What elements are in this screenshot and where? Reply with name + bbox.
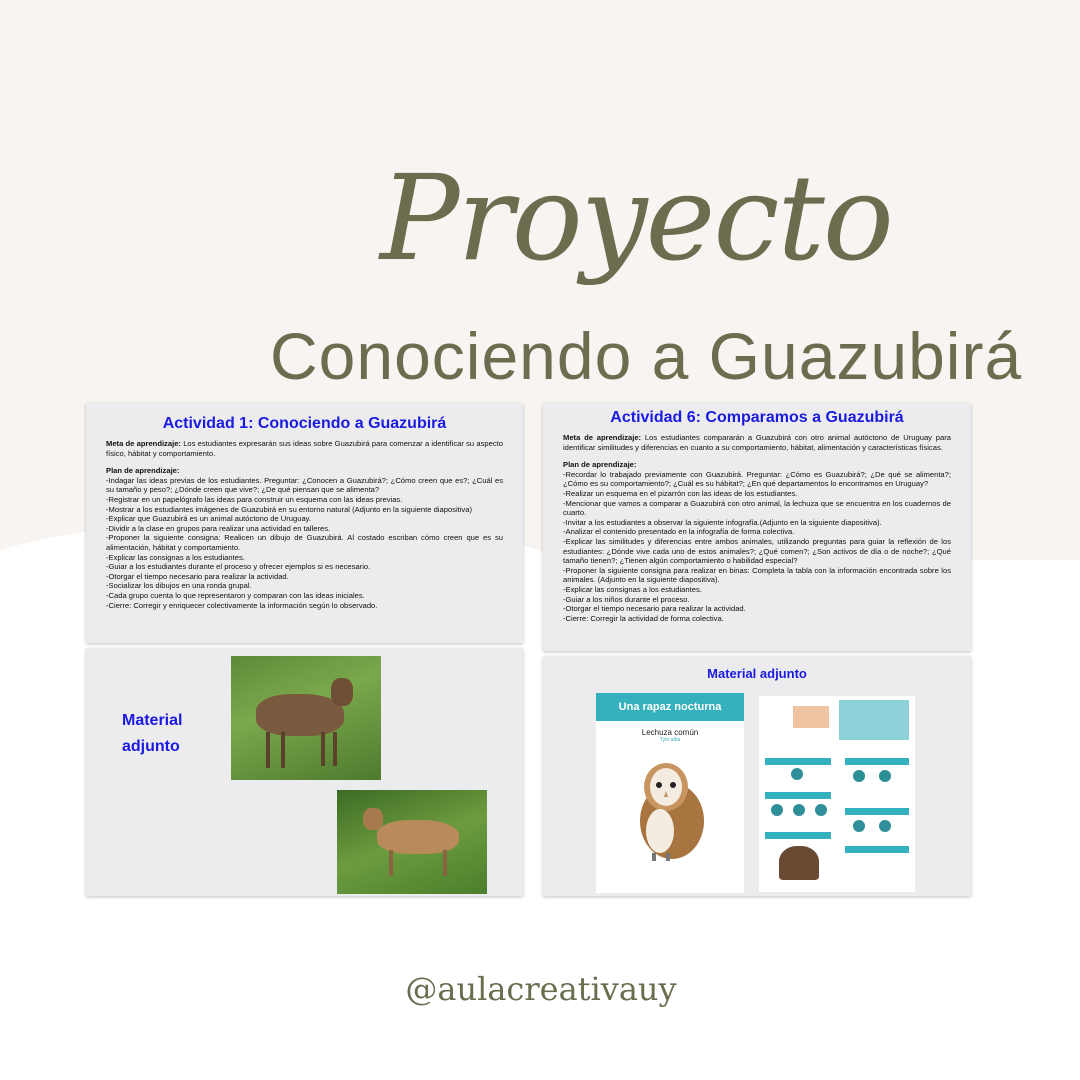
plan-item: -Indagar las ideas previas de los estudiantes. Preguntar: ¿Conocen a Guazubirá?; ¿Cómo creen que es?; ¿Cuál es su tamaño y peso?; ¿Dónde creen que vive?; ¿De qué piensan que se alimenta? — [106, 475, 503, 495]
plan-item: -Otorgar el tiempo necesario para realizar la actividad. — [106, 571, 289, 581]
infographic-latin: Tyto alba — [659, 737, 681, 743]
slide-1-title: Actividad 1: Conociendo a Guazubirá — [162, 415, 447, 432]
script-title: Proyecto — [380, 149, 892, 287]
owl-icon — [626, 753, 714, 863]
owl-infographic-detail — [759, 696, 915, 892]
plan-item: -Invitar a los estudiantes a observar la siguiente infografía.(Adjunto en la siguiente diapositiva). — [563, 517, 882, 527]
plan-item: -Dividir a la clase en grupos para realizar una actividad en talleres. — [106, 523, 331, 533]
slide-activity-1 — [86, 403, 523, 643]
slide-material-photos — [86, 648, 523, 896]
slide-2-plan-label: Plan de aprendizaje: — [563, 460, 637, 470]
guazubira-photo-2 — [337, 790, 487, 894]
infographic-title: Una rapaz nocturna — [596, 693, 744, 721]
plan-item: -Explicar las similitudes y diferencias entre ambos animales, utilizando preguntas para guiar la reflexión de los estudiantes: ¿Dónde vive cada uno de estos animales?; ¿Qué comen?; ¿Son activos de día o de noche?; ¿Qué tamaño tienen?; ¿Tienen algún comportamiento o habilidad especial? — [563, 536, 951, 566]
slide-2-meta-text: Los estudiantes compararán a Guazubirá con otro animal autóctono de Uruguay para identificar similitudes y diferencias en cuanto a su comportamiento, hábitat, alimentación y características físicas. — [563, 433, 951, 452]
slide-material-infographic — [543, 656, 971, 896]
material-label: Material adjunto — [122, 712, 183, 755]
plan-item: -Cada grupo cuenta lo que representaron y comparan con las ideas iniciales. — [106, 590, 365, 600]
slide-2-meta — [563, 433, 951, 452]
social-handle: @aulacreativauy — [405, 970, 677, 1008]
infographic-subtitle: Lechuza común — [641, 728, 699, 737]
owl-infographic — [596, 693, 744, 893]
plan-item: -Proponer la siguiente consigna para realizar en binas: Completa la tabla con la información encontrada sobre los animales. (Adjunto en la siguiente diapositiva). — [563, 565, 951, 585]
plan-item: -Realizar un esquema en el pizarrón con las ideas de los estudiantes. — [563, 488, 798, 498]
slide-1-plan — [106, 466, 503, 610]
plan-item: -Explicar las consignas a los estudiantes. — [563, 584, 702, 594]
plan-item: -Guiar a los estudiantes durante el proceso y ofrecer ejemplos si es necesario. — [106, 562, 371, 572]
plan-item: -Otorgar el tiempo necesario para realizar la actividad. — [563, 604, 746, 614]
slide-activity-6 — [543, 403, 971, 651]
plan-item: -Guiar a los niños durante el proceso. — [563, 594, 690, 604]
slide-2-title: Actividad 6: Comparamos a Guazubirá — [610, 409, 904, 426]
plan-item: -Explicar las consignas a los estudiantes. — [106, 552, 245, 562]
plan-item: -Registrar en un papelógrafo las ideas para construir un esquema con las ideas previas. — [106, 494, 403, 504]
slide-1-meta-label: Meta de aprendizaje: — [106, 439, 181, 448]
slide-1-meta — [106, 439, 503, 458]
page-title: Conociendo a Guazubirá — [270, 319, 1023, 393]
plan-item: -Proponer la siguiente consigna: Realicen un dibujo de Guazubirá. Al costado escriban cómo creen que es su alimentación, hábitat y comportamiento. — [106, 533, 503, 552]
slide-4-title: Material adjunto — [707, 666, 807, 681]
plan-item: -Recordar lo trabajado previamente con Guazubirá. Preguntar: ¿Cómo es Guazubirá?; ¿De qué se alimenta?; ¿Cómo es su comportamiento?; ¿Cuál es su hábitat?; ¿En qué departamentos lo encontramos en Uruguay? — [563, 469, 951, 489]
slide-2-plan — [563, 460, 951, 623]
guazubira-photo-1 — [231, 656, 381, 780]
slide-1-plan-label: Plan de aprendizaje: — [106, 466, 180, 476]
plan-item: -Explicar que Guazubirá es un animal autóctono de Uruguay. — [106, 514, 312, 524]
plan-item: -Cierre: Corregir y enriquecer colectivamente la información según lo observado. — [106, 600, 378, 610]
plan-item: -Mostrar a los estudiantes imágenes de Guazubirá en su entorno natural (Adjunto en la siguiente diapositiva) — [106, 504, 472, 514]
plan-item: -Socializar los dibujos en una ronda grupal. — [106, 581, 252, 591]
slide-2-meta-label: Meta de aprendizaje: — [563, 433, 642, 442]
plan-item: -Mencionar que vamos a comparar a Guazubirá con otro animal, la lechuza que se encuentra en los cuadernos de cuarto. — [563, 498, 951, 518]
plan-item: -Analizar el contenido presentado en la infografía de forma colectiva. — [563, 527, 795, 537]
slide-1-meta-text: Los estudiantes expresarán sus ideas sobre Guazubirá para comenzar a identificar su aspecto físico, hábitat y comportamiento. — [106, 439, 503, 458]
plan-item: -Cierre: Corregir la actividad de forma colectiva. — [563, 613, 724, 623]
